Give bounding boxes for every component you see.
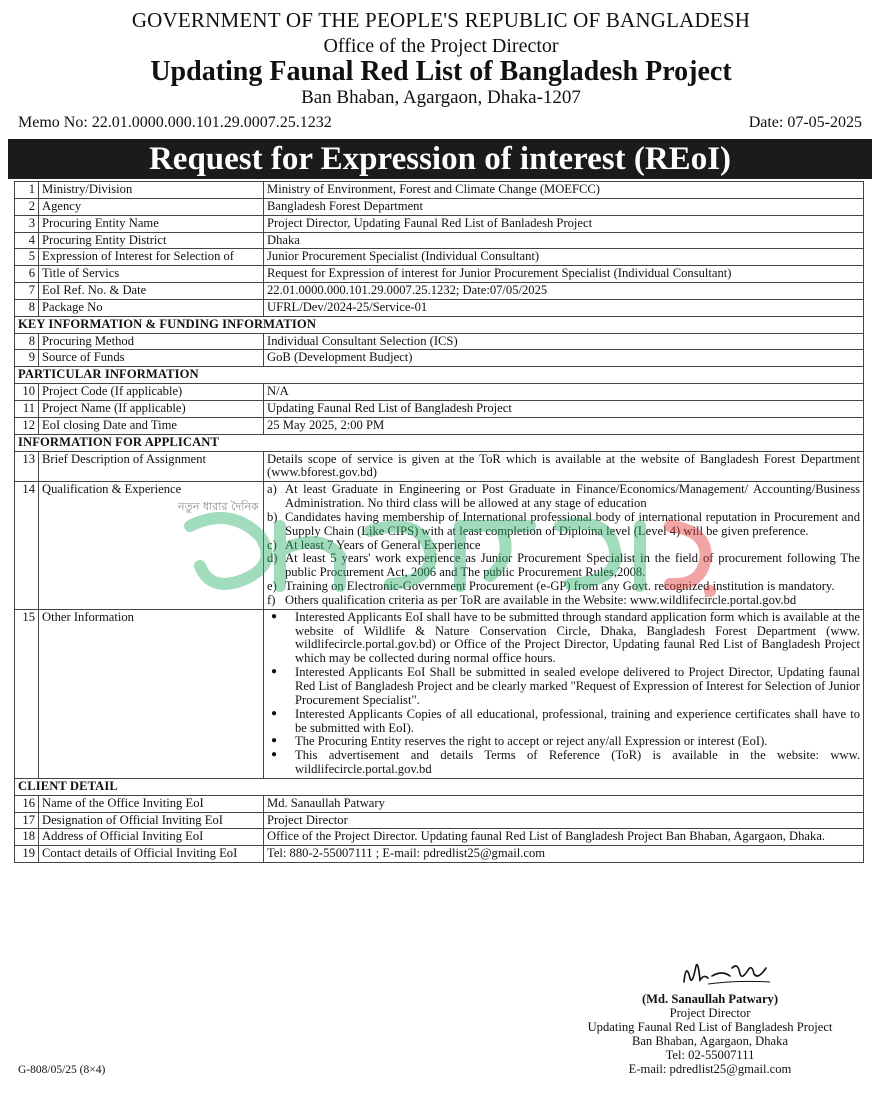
list-item: d) At least 5 years' work experience as Junior Procurement Specialist in the field of procurement following The public Procurement Act, 2006 and The public Procurement Rules,2008. bbox=[267, 551, 860, 580]
other-information-list bbox=[267, 611, 860, 777]
signatory-project: Updating Faunal Red List of Bangladesh Project bbox=[587, 1020, 833, 1035]
table-row: 2 Agency Bangladesh Forest Department bbox=[15, 198, 864, 215]
signatory-tel: Tel: 02-55007111 bbox=[665, 1048, 755, 1063]
table-row: 15 Other Information ● Interested Applicants EoI shall have to be submitted through standard application form which is available at the website of Wildlife & Nature Conservation Circle, Dhaka, Bangladesh Forest Department (www. wildlifecircle.portal.gov.bd) or Office of the Project Director, Updating faunal Red List of Bangladesh Project which may be collected during normal office hours. ● Interested Applicants EoI Shall be submitted in sealed evelope delivered to Project Director, Updating faunal Red List of Bangladesh Project and be clearly marked "Request of Expression of Interest for Selection of Junior Procurement Specialist". ● Interested Applicants Copies of all educational, professional, training and experience certificates shall have to be submitted with EoI). ● The Procuring Entity reserves the right to accept or reject any/all Expression or interest (EoI). ● This advertisement and details Terms of Reference (ToR) is available in the website: www. wildlifecircle.portal.gov.bd bbox=[15, 609, 864, 778]
table-row: 12 EoI closing Date and Time 25 May 2025, 2:00 PM bbox=[15, 417, 864, 434]
section-header-row bbox=[15, 434, 864, 451]
table-row: 16 Name of the Office Inviting EoI Md. Sanaullah Patwary bbox=[15, 795, 864, 812]
signatory-email: E-mail: pdredlist25@gmail.com bbox=[628, 1062, 792, 1077]
table-row: 4 Procuring Entity District Dhaka bbox=[15, 232, 864, 249]
government-heading: GOVERNMENT OF THE PEOPLE'S REPUBLIC OF BANGLADESH bbox=[131, 8, 751, 32]
list-item: c) At least 7 Years of General Experience bbox=[267, 537, 481, 552]
list-item: f) Others qualification criteria as per ToR are available in the Website: www.wildlifecircle.portal.gov.bd bbox=[267, 592, 797, 607]
table-row: 9 Source of Funds GoB (Development Budject) bbox=[15, 350, 864, 367]
section-header-row bbox=[15, 778, 864, 795]
list-item: a) At least Graduate in Engineering or Post Graduate in Finance/Economics/Management/ Accounting/Business Administration. No third class will be allowed at any stage of education bbox=[267, 482, 860, 511]
table-row: 3 Procuring Entity Name Project Director, Updating Faunal Red List of Banladesh Project bbox=[15, 215, 864, 232]
bullet-icon: ● bbox=[271, 610, 278, 622]
section-particular-information: PARTICULAR INFORMATION bbox=[15, 367, 864, 384]
table-row: 6 Title of Servics Request for Expression of interest for Junior Procurement Specialist (Individual Consultant) bbox=[15, 266, 864, 283]
table-row: 14 Qualification & Experience a) At least Graduate in Engineering or Post Graduate in Finance/Economics/Management/ Accounting/Business Administration. No third class will be allowed at any stage of education b) Candidates having membership of International professional body of international reputation in Procurement and Supply Chain (Like CIPS) with at least completion of Diploina level (Level 4) will be given preference. c) At least 7 Years of General Experience d) At least 5 years' work experience as Junior Procurement Specialist in the field of procurement following The public Procurement Act, 2006 and The public Procurement Rules,2008. e) Training on Electronic-Government Procurement (e-GP) from any Govt. recognized institution is mandatory. f) Others qualification criteria as per ToR are available in the Website: www.wildlifecircle.portal.gov.bd bbox=[15, 482, 864, 610]
list-item: ● Interested Applicants Copies of all educational, professional, training and experience certificates shall have to be submitted with EoI). bbox=[267, 708, 860, 736]
qualification-list bbox=[267, 483, 860, 608]
bullet-icon: ● bbox=[271, 666, 278, 678]
watermark-tagline: নতুন ধারার দৈনিক bbox=[178, 500, 259, 513]
publication-code: G-808/05/25 (8×4) bbox=[18, 1064, 106, 1076]
list-item: b) Candidates having membership of International professional body of international reputation in Procurement and Supply Chain (Like CIPS) with at least completion of Diploina level (Level 4) will be given preference. bbox=[267, 509, 860, 538]
reoi-table bbox=[14, 181, 864, 863]
section-key-information: KEY INFORMATION & FUNDING INFORMATION bbox=[15, 316, 864, 333]
signatory-title: Project Director bbox=[669, 1006, 751, 1021]
list-item: ● Interested Applicants EoI shall have to be submitted through standard application form which is available at the website of Wildlife & Nature Conservation Circle, Dhaka, Bangladesh Forest Department (www. wildlifecircle.portal.gov.bd) or Office of the Project Director, Updating faunal Red List of Bangladesh Project which may be collected during normal office hours. bbox=[267, 611, 860, 666]
list-item: e) Training on Electronic-Government Procurement (e-GP) from any Govt. recognized institution is mandatory. bbox=[267, 579, 835, 594]
project-heading: Updating Faunal Red List of Bangladesh Project bbox=[150, 56, 732, 87]
section-client-detail: CLIENT DETAIL bbox=[15, 778, 864, 795]
table-row: 17 Designation of Official Inviting EoI Project Director bbox=[15, 812, 864, 829]
address-heading: Ban Bhaban, Agargaon, Dhaka-1207 bbox=[301, 87, 581, 108]
table-row: 8 Procuring Method Individual Consultant Selection (ICS) bbox=[15, 333, 864, 350]
handwritten-signature bbox=[678, 956, 774, 990]
table-row: 11 Project Name (If applicable) Updating Faunal Red List of Bangladesh Project bbox=[15, 400, 864, 417]
table-row: 1 Ministry/Division Ministry of Environment, Forest and Climate Change (MOEFCC) bbox=[15, 182, 864, 199]
table-row: 18 Address of Official Inviting EoI Office of the Project Director. Updating faunal Red List of Bangladesh Project Ban Bhaban, Agargaon, Dhaka. bbox=[15, 829, 864, 846]
memo-number: Memo No: 22.01.0000.000.101.29.0007.25.1232 bbox=[18, 114, 332, 131]
bullet-icon: ● bbox=[271, 707, 278, 719]
section-header-row bbox=[15, 367, 864, 384]
signatory-name: (Md. Sanaullah Patwary) bbox=[641, 992, 779, 1006]
signature-block bbox=[560, 992, 860, 1077]
list-item: ● Interested Applicants EoI Shall be submitted in sealed evelope delivered to Project Director, Updating faunal Red List of Bangladesh Project and be clearly marked "Request of Expression of Interest for Selection of Junior Procurement Specialist". bbox=[267, 666, 860, 708]
table-row: 19 Contact details of Official Inviting EoI Tel: 880-2-55007111 ; E-mail: pdredlist25@gmail.com bbox=[15, 846, 864, 863]
table-row: 7 EoI Ref. No. & Date 22.01.0000.000.101.29.0007.25.1232; Date:07/05/2025 bbox=[15, 283, 864, 300]
table-row: 10 Project Code (If applicable) N/A bbox=[15, 384, 864, 401]
table-row: 8 Package No UFRL/Dev/2024-25/Service-01 bbox=[15, 299, 864, 316]
bullet-icon: ● bbox=[271, 749, 278, 761]
section-information-for-applicant: INFORMATION FOR APPLICANT bbox=[15, 434, 864, 451]
list-item: ● The Procuring Entity reserves the right to accept or reject any/all Expression or interest (EoI). bbox=[267, 735, 860, 749]
table-row: 5 Expression of Interest for Selection of Junior Procurement Specialist (Individual Consultant) bbox=[15, 249, 864, 266]
signatory-address: Ban Bhaban, Agargaon, Dhaka bbox=[631, 1034, 789, 1049]
section-header-row bbox=[15, 316, 864, 333]
list-item: ● This advertisement and details Terms of Reference (ToR) is available in the website: www. wildlifecircle.portal.gov.bd bbox=[267, 749, 860, 777]
memo-date: Date: 07-05-2025 bbox=[748, 114, 862, 131]
office-heading: Office of the Project Director bbox=[323, 35, 559, 57]
bullet-icon: ● bbox=[271, 735, 278, 747]
reoi-banner: Request for Expression of interest (REoI) bbox=[8, 139, 872, 179]
table-row: 13 Brief Description of Assignment Details scope of service is given at the ToR which is available at the website of Bangladesh Forest Department (www.bforest.gov.bd) bbox=[15, 451, 864, 482]
